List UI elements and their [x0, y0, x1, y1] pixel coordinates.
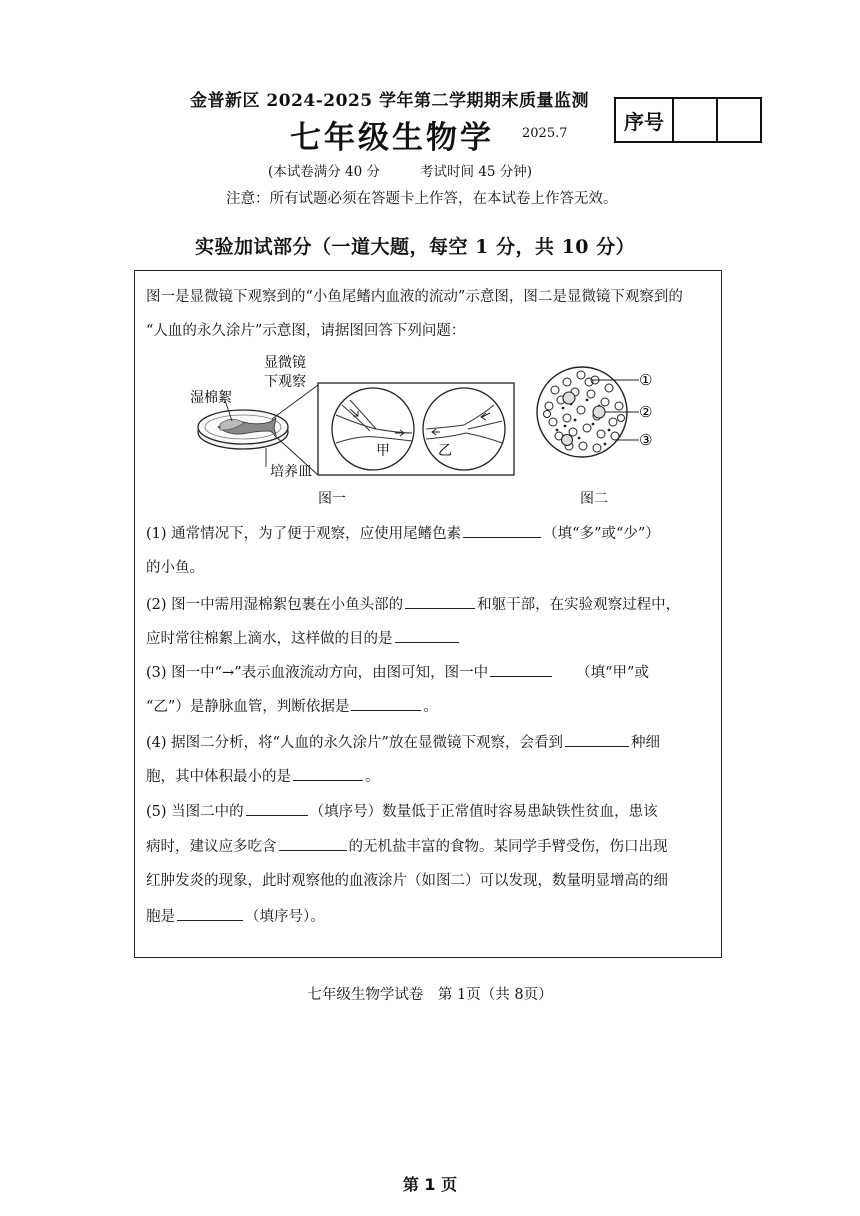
- q5-text-a: (5) 当图二中的: [146, 804, 244, 820]
- vessel-a-label: 甲: [376, 443, 390, 459]
- q3-text-b: （填“甲”或: [576, 665, 649, 681]
- figure-2: [535, 360, 665, 470]
- q5-text-f: 胞是: [146, 909, 175, 925]
- exam-header-line: 金普新区 2024-2025 学年第二学期期末质量监测: [190, 91, 590, 111]
- q5-text-c: 病时，建议应多吃含: [146, 839, 277, 855]
- q4-text-a: (4) 据图二分析，将“人血的永久涂片”放在显微镜下观察，会看到: [146, 735, 563, 751]
- q5-text-g: （填序号）。: [245, 909, 325, 925]
- q1-answer-blank[interactable]: [463, 523, 541, 538]
- figure-1: [190, 345, 530, 490]
- intro-line-2: “人血的永久涂片”示意图，请据图回答下列问题：: [146, 323, 466, 339]
- question-3-line-1: [146, 662, 649, 683]
- marker-2: ②: [639, 403, 653, 421]
- q4-answer-blank-2[interactable]: [293, 766, 363, 781]
- q2-text-a: (2) 图一中需用湿棉絮包裹在小鱼头部的: [146, 597, 404, 613]
- question-5-line-3: 红肿发炎的现象，此时观察他的血液涂片（如图二）可以发现，数量明显增高的细: [146, 873, 668, 889]
- figure-1-caption: 图一: [318, 491, 346, 507]
- label-microscope-1: 显微镜: [264, 355, 306, 371]
- question-2-line-1: [146, 594, 680, 615]
- q3-text-a: (3) 图一中“→”表示血液流动方向，由图可知，图一中: [146, 665, 489, 681]
- q1-text-b: （填“多”或“少”）: [543, 526, 660, 542]
- question-5-line-4: [146, 906, 325, 927]
- q3-answer-blank-1[interactable]: [490, 662, 552, 677]
- subject-title: 七年级生物学: [290, 120, 494, 156]
- q2-answer-blank-2[interactable]: [395, 628, 459, 643]
- exam-date: 2025.7: [522, 126, 568, 141]
- q2-text-b: 和躯干部，在实验观察过程中，: [477, 597, 681, 613]
- exam-info: [268, 160, 532, 180]
- q5-answer-blank-1[interactable]: [246, 801, 308, 816]
- question-1-line-1: [146, 523, 660, 544]
- exam-notice: 注意：所有试题必须在答题卡上作答，在本试卷上作答无效。: [226, 191, 618, 207]
- serial-cell-1[interactable]: [674, 99, 718, 141]
- q4-answer-blank-1[interactable]: [565, 732, 629, 747]
- q4-text-d: 。: [365, 769, 380, 785]
- serial-cell-2[interactable]: [718, 99, 760, 141]
- serial-number-box: [614, 97, 762, 143]
- label-wet-cotton: 湿棉絮: [190, 390, 232, 406]
- vessel-a-view: [332, 388, 414, 470]
- question-1-line-2: 的小鱼。: [146, 560, 204, 576]
- page-footer: 七年级生物学试卷 第 1页（共 8页）: [307, 987, 553, 1003]
- section-title: 实验加试部分（一道大题，每空 1 分，共 10 分）: [195, 236, 636, 258]
- q2-answer-blank-1[interactable]: [405, 594, 475, 609]
- serial-label: 序号: [616, 99, 674, 141]
- question-4-line-2: [146, 766, 380, 787]
- question-5-line-2: [146, 836, 668, 857]
- question-5-line-1: [146, 801, 658, 822]
- q5-text-b: （填序号）数量低于正常值时容易患缺铁性贫血，患该: [309, 804, 658, 820]
- q3-text-c: “乙”）是静脉血管，判断依据是: [146, 699, 350, 715]
- q2-text-c: 应时常往棉絮上滴水，这样做的目的是: [146, 631, 393, 647]
- q5-answer-blank-3[interactable]: [177, 906, 243, 921]
- question-4-line-1: [146, 732, 660, 753]
- figure-2-caption: 图二: [580, 491, 608, 507]
- petri-dish-drawing: [198, 410, 288, 449]
- q4-text-c: 胞，其中体积最小的是: [146, 769, 291, 785]
- q4-text-b: 种细: [630, 735, 660, 751]
- question-2-line-2: [146, 628, 461, 649]
- vessel-b-view: [423, 388, 505, 470]
- q1-text-a: (1) 通常情况下，为了便于观察，应使用尾鳍色素: [146, 526, 462, 542]
- q3-text-d: 。: [423, 699, 438, 715]
- exam-time: 考试时间 45 分钟): [420, 164, 533, 180]
- vessel-b-label: 乙: [438, 443, 452, 459]
- q3-answer-blank-2[interactable]: [351, 696, 421, 711]
- intro-line-1: 图一是显微镜下观察到的“小鱼尾鳍内血液的流动”示意图，图二是显微镜下观察到的: [146, 289, 683, 305]
- label-petri-dish: 培养皿: [270, 464, 312, 480]
- marker-1: ①: [639, 371, 653, 389]
- marker-3: ③: [639, 431, 653, 449]
- q5-answer-blank-2[interactable]: [279, 836, 347, 851]
- page-number: 第 1 页: [402, 1175, 458, 1194]
- question-3-line-2: [146, 696, 438, 717]
- q5-text-d: 的无机盐丰富的食物。某同学手臂受伤，伤口出现: [348, 839, 668, 855]
- label-microscope-2: 下观察: [264, 374, 306, 390]
- full-score: (本试卷满分 40 分: [268, 164, 381, 180]
